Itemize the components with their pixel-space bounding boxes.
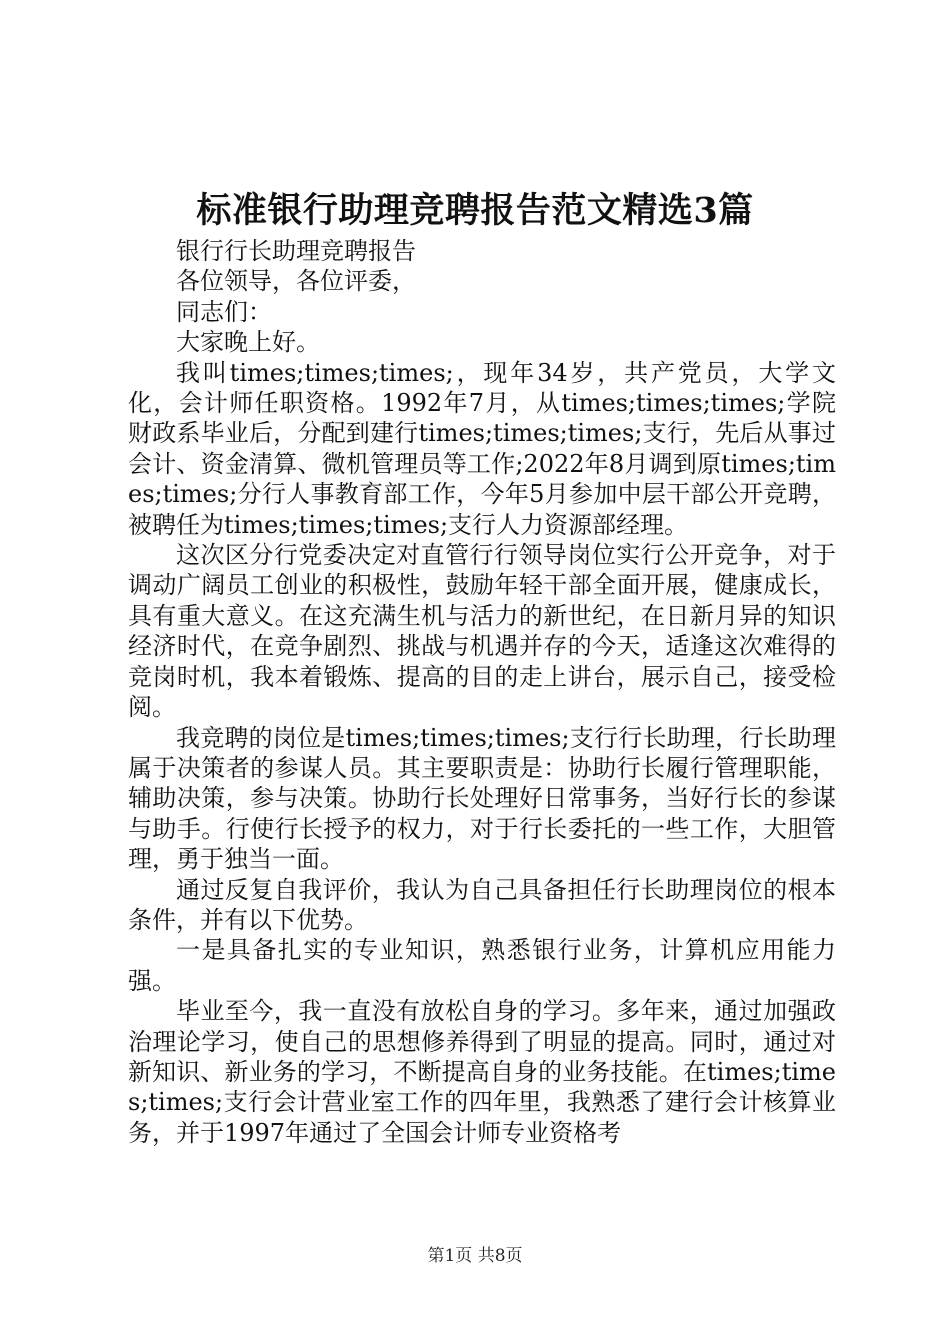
paragraph-greeting: 大家晚上好。 [176, 328, 320, 357]
paragraph-comrades: 同志们： [176, 297, 272, 326]
paragraph-position: 我竞聘的岗位是times;times;times;支行行长助理，行长助理属于决策者的参谋人员。其主要职责是：协助行长履行管理职能，辅助决策，参与决策。协助行长处理好日常事务，当好行长的参谋与助手。行使行长授予的权力，对于行长委托的一些工作，大胆管理，勇于独当一面。 [128, 723, 836, 874]
paragraph-self-evaluation: 通过反复自我评价，我认为自己具备担任行长助理岗位的根本条件，并有以下优势。 [128, 875, 836, 934]
paragraph-subtitle: 银行行长助理竞聘报告 [176, 237, 416, 265]
paragraph-salutation: 各位领导，各位评委， [176, 267, 416, 296]
document-title: 标准银行助理竞聘报告范文精选3篇 [196, 190, 754, 231]
document-body [128, 236, 836, 1148]
paragraph-study: 毕业至今，我一直没有放松自身的学习。多年来，通过加强政治理论学习，使自己的思想修养得到了明显的提高。同时，通过对新知识、新业务的学习，不断提高自身的业务技能。在times;times;times;支行会计营业室工作的四年里，我熟悉了建行会计核算业务，并于1997年通过了全国会计师专业资格考 [128, 997, 836, 1147]
paragraph-self-intro: 我叫times;times;times;，现年34岁，共产党员，大学文化，会计师任职资格。1992年7月，从times;times;times;学院财政系毕业后，分配到建行times;times;times;支行，先后从事过会计、资金清算、微机管理员等工作;2022年8月调到原times;times;times;分行人事教育部工作，今年5月参加中层干部公开竞聘，被聘任为times;times;times;支行人力资源部经理。 [128, 358, 836, 539]
page-footer: 第1页 共8页 [427, 1246, 523, 1266]
paragraph-competition: 这次区分行党委决定对直管行行领导岗位实行公开竞争，对于调动广阔员工创业的积极性，鼓励年轻干部全面开展，健康成长，具有重大意义。在这充满生机与活力的新世纪，在日新月异的知识经济时代，在竞争剧烈、挑战与机遇并存的今天，适逢这次难得的竞岗时机，我本着锻炼、提高的目的走上讲台，展示自己，接受检阅。 [128, 541, 836, 722]
paragraph-advantage-one: 一是具备扎实的专业知识，熟悉银行业务，计算机应用能力强。 [128, 936, 836, 995]
